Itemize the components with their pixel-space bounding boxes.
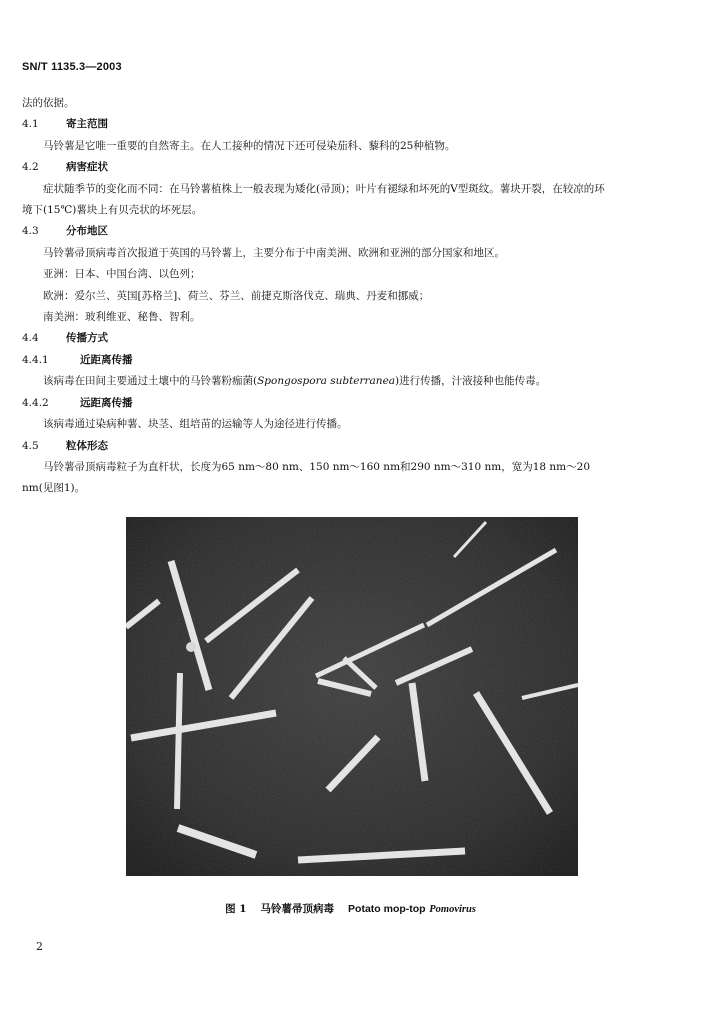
body-text (22, 93, 612, 500)
host-range-paragraph: 马铃薯是它唯一重要的自然寄主。在人工接种的情况下还可侵染茄科、藜科的25种植物。 (43, 139, 456, 152)
region-south-america: 南美洲：玻利维亚、秘鲁、智利。 (43, 311, 201, 324)
figure-caption (0, 901, 701, 916)
section-heading-transmission (22, 328, 612, 349)
latin-species-name: Spongospora subterranea (257, 375, 396, 388)
figure-genus: Pomovirus (429, 904, 476, 915)
region-asia: 亚洲：日本、中国台湾、以色列； (43, 268, 201, 281)
morphology-paragraph: 马铃薯帚顶病毒粒子为直杆状，长度为65 nm～80 nm、150 nm～160 nm和290 nm～310 nm，宽为18 nm～20 nm(见图1)。 (22, 460, 591, 495)
subsection-heading-short-distance (22, 350, 612, 371)
subsection-number: 4.4.1 (22, 353, 49, 366)
electron-micrograph-figure (126, 517, 578, 876)
standard-number: SN/T 1135.3—2003 (22, 61, 122, 73)
text-after-latin: )进行传播，汁液接种也能传毒。 (395, 375, 547, 388)
micrograph-image (126, 517, 578, 876)
section-number: 4.3 (22, 225, 39, 238)
section-heading-symptoms (22, 157, 612, 178)
long-distance-paragraph: 该病毒通过染病种薯、块茎、组培苗的运输等人为途径进行传播。 (43, 418, 348, 431)
section-title: 粒体形态 (66, 439, 108, 452)
intro-tail: 法的依据。 (22, 97, 75, 109)
short-distance-paragraph (22, 371, 612, 392)
section-title: 病害症状 (66, 161, 108, 174)
section-title: 寄主范围 (66, 118, 108, 131)
subsection-title: 远距离传播 (80, 396, 133, 409)
section-number: 4.5 (22, 439, 39, 452)
section-number: 4.2 (22, 161, 39, 174)
subsection-number: 4.4.2 (22, 396, 49, 409)
symptoms-paragraph: 症状随季节的变化而不同：在马铃薯植株上一般表现为矮化(帚顶)；叶片有褪绿和坏死的V型斑纹。薯块开裂，在较凉的环境下(15℃)薯块上有贝壳状的坏死层。 (22, 182, 605, 217)
figure-title-en: Potato mop-top (348, 903, 426, 915)
section-title: 分布地区 (66, 225, 108, 238)
distribution-paragraph: 马铃薯帚顶病毒首次报道于英国的马铃薯上，主要分布于中南美洲、欧洲和亚洲的部分国家和地区。 (43, 246, 505, 259)
section-heading-host-range (22, 114, 612, 135)
region-europe: 欧洲：爱尔兰、英国[苏格兰]、荷兰、芬兰、前捷克斯洛伐克、瑞典、丹麦和挪威； (43, 289, 430, 302)
figure-label: 图 1 (225, 903, 247, 915)
page-number: 2 (36, 940, 43, 953)
figure-title-cn: 马铃薯帚顶病毒 (260, 903, 335, 915)
section-title: 传播方式 (66, 332, 108, 345)
section-heading-morphology (22, 436, 612, 457)
subsection-heading-long-distance (22, 393, 612, 414)
section-number: 4.4 (22, 332, 39, 345)
text-before-latin: 该病毒在田间主要通过土壤中的马铃薯粉痂菌( (43, 375, 258, 388)
section-number: 4.1 (22, 118, 39, 131)
section-heading-distribution (22, 221, 612, 242)
particle-knot (186, 642, 196, 652)
subsection-title: 近距离传播 (80, 353, 133, 366)
virus-particle-rod (177, 673, 180, 809)
micrograph-grain (126, 517, 578, 876)
